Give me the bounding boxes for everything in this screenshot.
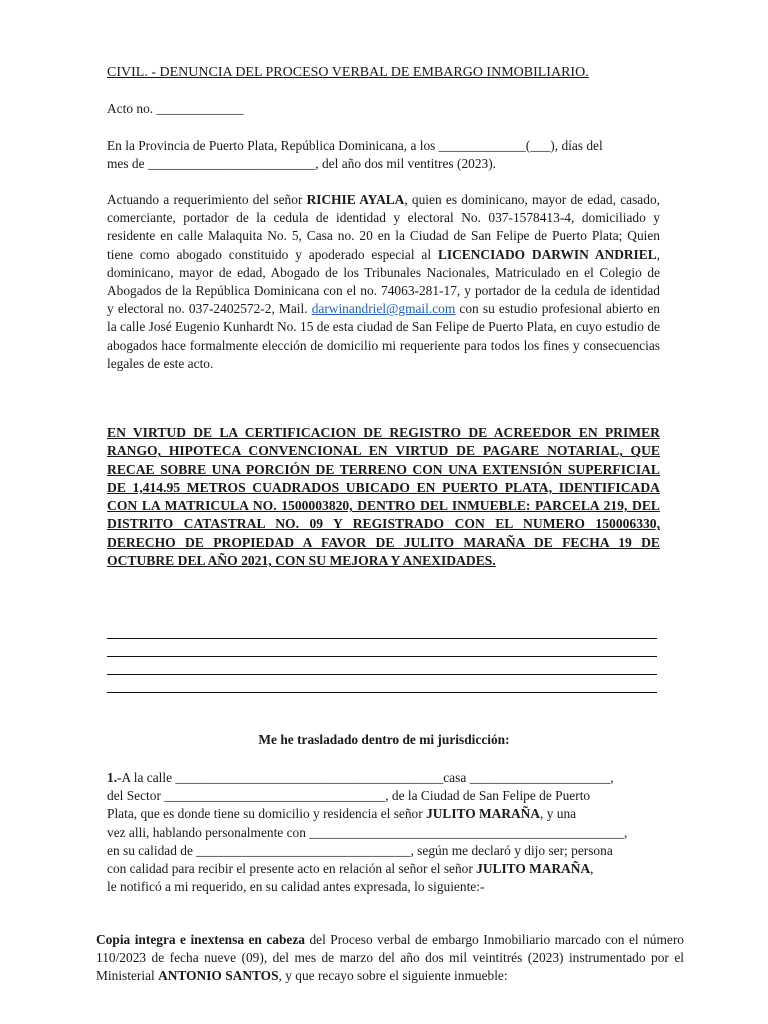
item-1-text-6b: ,	[590, 861, 594, 877]
item-1-line-4: vez alli, hablando personalmente con _______________________________________________,	[107, 824, 628, 840]
owner-name: JULITO MARAÑA	[426, 806, 541, 822]
requester-name: RICHIE AYALA	[306, 192, 405, 207]
item-1-number: 1.	[107, 770, 118, 785]
marshal-name: ANTONIO SANTOS	[158, 968, 279, 984]
item-1-line-5: en su calidad de ________________________________, según me declaró y dijo ser; persona	[107, 842, 613, 858]
party-text-1: Actuando a requerimiento del señor	[107, 192, 307, 207]
blank-line-4	[107, 692, 657, 693]
blank-line-1	[107, 638, 657, 639]
owner-name-2: JULITO MARAÑA	[476, 861, 591, 877]
item-1-text-6a: con calidad para recibir el presente acto en relación al señor el señor	[107, 861, 477, 877]
item-1-line-6	[107, 860, 660, 878]
email-link[interactable]: darwinandriel@gmail.com	[311, 301, 456, 317]
final-bold-1: Copia integra e inextensa en cabeza	[96, 932, 305, 947]
blank-line-2	[107, 656, 657, 657]
party-text-2: , quien es dominicano, mayor de edad, casado, comerciante, portador de la cedula de identidad y electoral No. 037-1578413-4, domiciliado y residente en calle Malaquita No. 5, Casa no. 20 en la Ciudad de San Felipe de Puerto Plata; Quien tiene como abogado constituido y apoderado especial al	[107, 192, 660, 262]
item-1-line-2: del Sector _________________________________, de la Ciudad de San Felipe de Puerto	[107, 788, 591, 804]
lawyer-name: LICENCIADO DARWIN ANDRIEL	[437, 246, 657, 262]
intro-paragraph	[107, 137, 660, 173]
certification-paragraph: EN VIRTUD DE LA CERTIFICACION DE REGISTRO DE ACREEDOR EN PRIMER RANGO, HIPOTECA CONVENCIONAL EN VIRTUD DE PAGARE NOTARIAL, QUE RECAE SOBRE UNA PORCIÓN DE TERRENO CON UNA EXTENSIÓN SUPERFICIAL DE 1,414.95 METROS CUADRADOS UBICADO EN PUERTO PLATA, IDENTIFICADA CON LA MATRICULA NO. 1500003820, DENTRO DEL INMUEBLE: PARCELA 219, DEL DISTRITO CATASTRAL NO. 09 Y REGISTRADO CON EL NUMERO 150006330, DERECHO DE PROPIEDAD A FAVOR DE JULITO MARAÑA DE FECHA 19 DE OCTUBRE DEL AÑO 2021, CON SU MEJORA Y ANEXIDADES.	[107, 425, 660, 569]
item-1-text-3b: , y una	[540, 806, 577, 822]
final-text-1: del Proceso verbal de embargo Inmobiliario marcado con el número 110/2023 de fecha nueve (09), del mes de marzo del año dos mil veintitrés (2023) instrumentado por el Ministerial	[96, 932, 684, 984]
jurisdiction-heading: Me he trasladado dentro de mi jurisdicción:	[258, 732, 510, 747]
document-title: CIVIL. - DENUNCIA DEL PROCESO VERBAL DE EMBARGO INMOBILIARIO.	[107, 65, 589, 80]
item-1-line-1	[107, 769, 660, 787]
party-text-3: , dominicano, mayor de edad, Abogado de los Tribunales Nacionales, Matriculado en el Colegio de Abogados de la República Dominicana con el no. 74063-281-17, y portador de la cedula de identidad y electoral no. 037-2402572-2, Mail.	[107, 246, 660, 317]
blank-line-3	[107, 674, 657, 675]
item-1-line-7: le notificó a mi requerido, en su calidad antes expresada, lo siguiente:-	[107, 879, 485, 895]
acto-number: Acto no. _____________	[107, 101, 244, 116]
final-paragraph	[96, 931, 684, 986]
item-1-line-3	[107, 805, 660, 823]
party-text-4: con su estudio profesional abierto en la calle José Eugenio Kunhardt No. 15 de esta ciudad de San Felipe de Puerto Plata, en cuyo estudio de abogados hace formalmente elección de domicilio mi requeriente para todos los fines y consecuencias legales de este acto.	[107, 301, 660, 371]
item-1-street: -A la calle ________________________________________casa _____________________,	[117, 770, 614, 785]
intro-line-1: En la Provincia de Puerto Plata, República Dominicana, a los _____________(___), días del	[107, 138, 603, 153]
item-1-text-3a: Plata, que es donde tiene su domicilio y residencia el señor	[107, 806, 427, 822]
final-text-2: , y que recayo sobre el siguiente inmueble:	[278, 968, 508, 984]
item-1-paragraph	[107, 769, 660, 896]
party-paragraph	[107, 191, 660, 373]
intro-line-2: mes de _________________________, del año dos mil ventitres (2023).	[107, 156, 497, 172]
